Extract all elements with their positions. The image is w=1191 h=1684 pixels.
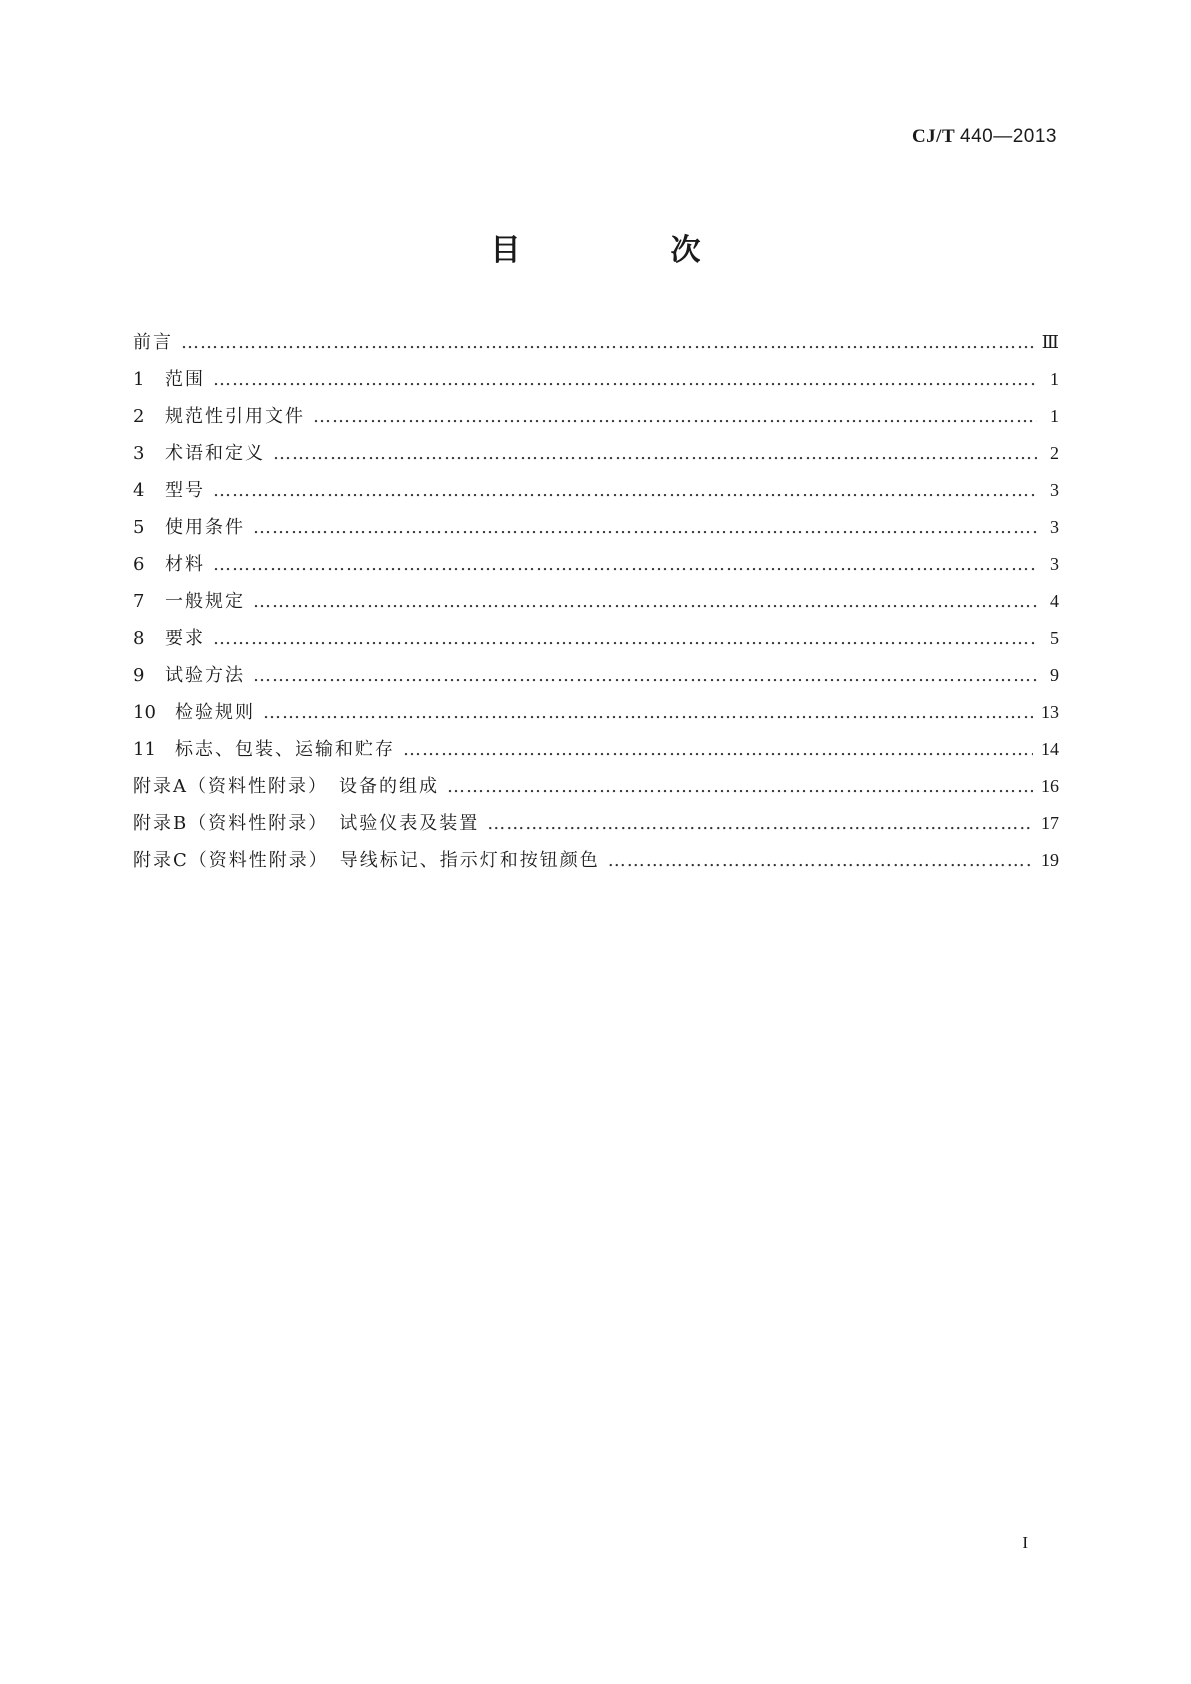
toc-dot-leader xyxy=(447,768,1033,805)
toc-entry-number: 8 xyxy=(133,628,145,649)
toc-entry-label: 检验规则 xyxy=(175,702,255,723)
toc-entry-9[interactable] xyxy=(133,657,1059,694)
toc-entry-number: 6 xyxy=(133,554,145,575)
toc-entry-3[interactable] xyxy=(133,435,1059,472)
toc-entry-page: 9 xyxy=(1050,665,1059,685)
toc-entry-label: 附录A（资料性附录） 设备的组成 xyxy=(133,776,439,797)
toc-entry-number: 11 xyxy=(133,739,156,760)
toc-entry-page: 17 xyxy=(1041,813,1059,833)
toc-entry-5[interactable] xyxy=(133,509,1059,546)
toc-entry-label: 型号 xyxy=(165,480,205,501)
toc-dot-leader xyxy=(181,324,1034,361)
toc-entry-page: 2 xyxy=(1050,443,1059,463)
page-number: I xyxy=(1022,1533,1028,1552)
toc-entry-page: 3 xyxy=(1050,517,1059,537)
toc-dot-leader xyxy=(213,620,1037,657)
toc-entry-number: 4 xyxy=(133,480,145,501)
table-of-contents xyxy=(133,324,1059,879)
toc-entry-label: 术语和定义 xyxy=(165,443,265,464)
toc-entry-page: 13 xyxy=(1041,702,1059,722)
toc-entry-label: 试验方法 xyxy=(165,665,245,686)
toc-entry-label: 要求 xyxy=(165,628,205,649)
toc-entry-number: 9 xyxy=(133,665,145,686)
toc-entry-page: 1 xyxy=(1050,369,1059,389)
toc-entry-label: 一般规定 xyxy=(165,591,245,612)
toc-dot-leader xyxy=(213,472,1037,509)
toc-entry-page: 3 xyxy=(1050,480,1059,500)
toc-entry-number: 10 xyxy=(133,702,156,723)
toc-dot-leader xyxy=(253,509,1037,546)
toc-entry-label: 使用条件 xyxy=(165,517,245,538)
toc-entry-appendix-c[interactable] xyxy=(133,842,1059,879)
toc-dot-leader xyxy=(273,435,1037,472)
toc-entry-label: 范围 xyxy=(165,369,205,390)
toc-entry-label: 材料 xyxy=(165,554,205,575)
toc-entry-label: 附录C（资料性附录） 导线标记、指示灯和按钮颜色 xyxy=(133,850,600,871)
toc-dot-leader xyxy=(213,361,1037,398)
toc-entry-appendix-b[interactable] xyxy=(133,805,1059,842)
toc-dot-leader xyxy=(487,805,1033,842)
toc-entry-label: 标志、包装、运输和贮存 xyxy=(175,739,395,760)
standard-number: 440—2013 xyxy=(960,126,1057,147)
toc-dot-leader xyxy=(313,398,1037,435)
toc-dot-leader xyxy=(253,657,1037,694)
toc-dot-leader xyxy=(263,694,1033,731)
toc-entry-appendix-a[interactable] xyxy=(133,768,1059,805)
toc-dot-leader xyxy=(403,731,1033,768)
toc-entry-2[interactable] xyxy=(133,398,1059,435)
toc-entry-page: 19 xyxy=(1041,850,1059,870)
toc-dot-leader xyxy=(253,583,1037,620)
toc-entry-page: 14 xyxy=(1041,739,1059,759)
toc-entry-10[interactable] xyxy=(133,694,1059,731)
toc-entry-page: 5 xyxy=(1050,628,1059,648)
toc-entry-11[interactable] xyxy=(133,731,1059,768)
toc-entry-number: 5 xyxy=(133,517,145,538)
toc-entry-page: 4 xyxy=(1050,591,1059,611)
toc-dot-leader xyxy=(608,842,1033,879)
toc-entry-label: 规范性引用文件 xyxy=(165,406,305,427)
toc-entry-number: 1 xyxy=(133,369,145,390)
toc-entry-4[interactable] xyxy=(133,472,1059,509)
toc-entry-page: 3 xyxy=(1050,554,1059,574)
page-title: 目 次 xyxy=(490,233,761,268)
toc-entry-label: 附录B（资料性附录） 试验仪表及装置 xyxy=(133,813,480,834)
toc-entry-6[interactable] xyxy=(133,546,1059,583)
toc-entry-number: 3 xyxy=(133,443,145,464)
toc-entry-8[interactable] xyxy=(133,620,1059,657)
toc-entry-number: 2 xyxy=(133,406,145,427)
toc-entry-page: 16 xyxy=(1041,776,1059,796)
toc-entry-foreword[interactable] xyxy=(133,324,1059,361)
toc-entry-label: 前言 xyxy=(133,332,173,353)
toc-entry-number: 7 xyxy=(133,591,145,612)
toc-dot-leader xyxy=(213,546,1037,583)
standard-code xyxy=(912,126,1057,148)
toc-entry-1[interactable] xyxy=(133,361,1059,398)
toc-entry-page: 1 xyxy=(1050,406,1059,426)
toc-entry-page: Ⅲ xyxy=(1041,332,1059,352)
toc-entry-7[interactable] xyxy=(133,583,1059,620)
standard-prefix: CJ/T xyxy=(911,126,955,147)
